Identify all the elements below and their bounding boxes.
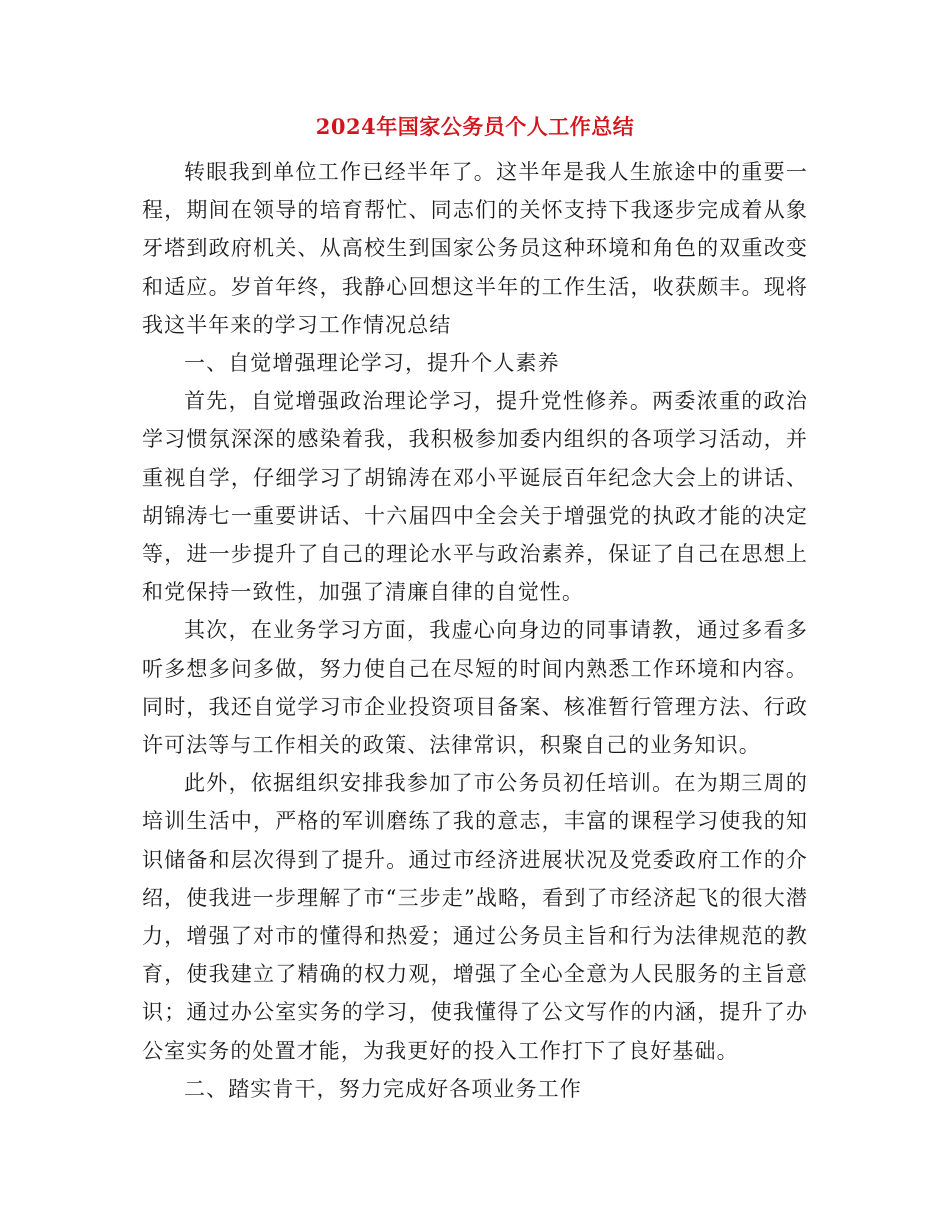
document-body [142, 153, 808, 1108]
document-title: 2024年国家公务员个人工作总结 [315, 114, 635, 139]
paragraph-business-study: 其次，在业务学习方面，我虚心向身边的同事请教，通过多看多听多想多问多做，努力使自己在尽短的时间内熟悉工作环境和内容。同时，我还自觉学习市企业投资项目备案、核准暂行管理方法、行政许可法等与工作相关的政策、法律常识，积聚自己的业务知识。 [142, 618, 808, 758]
section-heading-1: 一、自觉增强理论学习，提升个人素养 [184, 351, 560, 376]
section-heading-2: 二、踏实肯干，努力完成好各项业务工作 [184, 1076, 582, 1101]
paragraph-intro: 转眼我到单位工作已经半年了。这半年是我人生旅途中的重要一程，期间在领导的培育帮忙、同志们的关怀支持下我逐步完成着从象牙塔到政府机关、从高校生到国家公务员这种环境和角色的双重改变和适应。岁首年终，我静心回想这半年的工作生活，收获颇丰。现将我这半年来的学习工作情况总结 [142, 160, 808, 337]
paragraph-training: 此外，依据组织安排我参加了市公务员初任培训。在为期三周的培训生活中，严格的军训磨练了我的意志，丰富的课程学习使我的知识储备和层次得到了提升。通过市经济进展状况及党委政府工作的介绍，使我进一步理解了市“三步走”战略，看到了市经济起飞的很大潜力，增强了对市的懂得和热爱；通过公务员主旨和行为法律规范的教育，使我建立了精确的权力观，增强了全心全意为人民服务的主旨意识；通过办公室实务的学习，使我懂得了公文写作的内涵，提升了办公室实务的处置才能，为我更好的投入工作打下了良好基础。 [142, 771, 808, 1063]
paragraph-political-study: 首先，自觉增强政治理论学习，提升党性修养。两委浓重的政治学习惯氛深深的感染着我，我积极参加委内组织的各项学习活动，并重视自学，仔细学习了胡锦涛在邓小平诞辰百年纪念大会上的讲话、胡锦涛七一重要讲话、十六届四中全会关于增强党的执政才能的决定等，进一步提升了自己的理论水平与政治素养，保证了自己在思想上和党保持一致性，加强了清廉自律的自觉性。 [142, 389, 808, 605]
